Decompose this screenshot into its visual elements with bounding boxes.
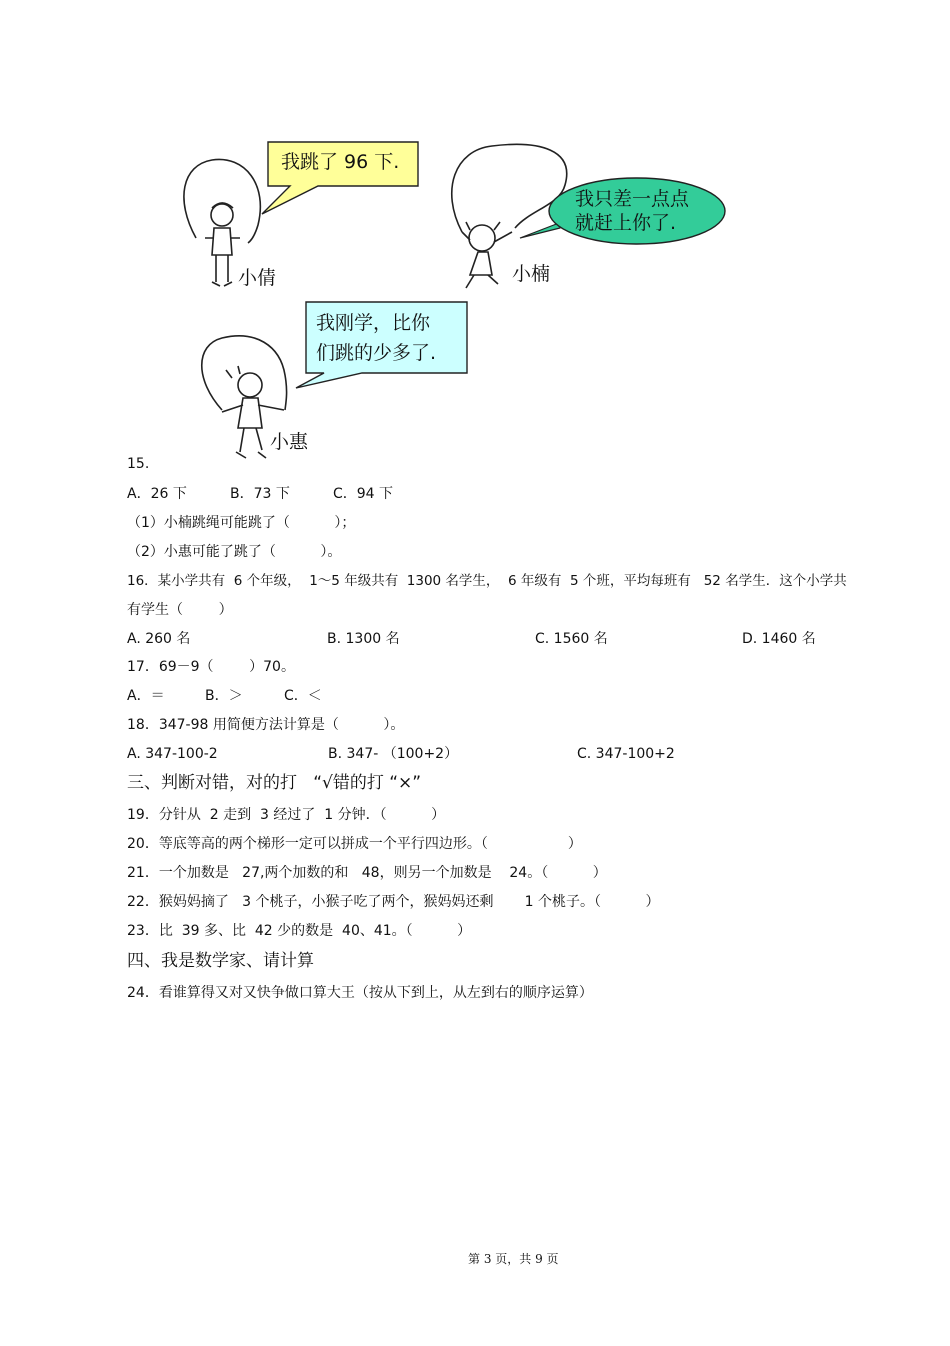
section3-title: 三、判断对错，对的打 “√错的打 “×” bbox=[127, 773, 422, 793]
bubble3-text-line2: 们跳的少多了. bbox=[316, 342, 437, 364]
bubble1-text: 我跳了 96 下. bbox=[281, 151, 400, 173]
q17-choice-c: C．＜ bbox=[284, 688, 322, 704]
name-xiaonan: 小楠 bbox=[512, 263, 551, 285]
q18-choice-a: A. 347-100-2 bbox=[127, 746, 218, 762]
q15-choice-b: B．73 下 bbox=[230, 486, 290, 502]
q16-line1: 16．某小学共有 6 个年级， 1～5 年级共有 1300 名学生， 6 年级有 5 个班，平均每班有 52 名学生．这个小学共 bbox=[127, 573, 847, 589]
q24-stem: 24．看谁算得又对又快争做口算大王（按从下到上，从左到右的顺序运算） bbox=[127, 985, 593, 1001]
bubble3-text-line1: 我刚学，比你 bbox=[316, 312, 431, 334]
judge-item-19: 19．分针从 2 走到 3 经过了 1 分钟．（ ） bbox=[127, 807, 446, 823]
bubble2-text-line1: 我只差一点点 bbox=[575, 188, 690, 210]
page-footer: 第 3 页，共 9 页 bbox=[468, 1252, 559, 1266]
q15-sub2: （2）小惠可能了跳了（ ）。 bbox=[127, 544, 342, 560]
q15-number: 15. bbox=[127, 456, 150, 472]
q15-choice-a: A．26 下 bbox=[127, 486, 187, 502]
q16-choice-d: D. 1460 名 bbox=[742, 631, 816, 647]
q16-choice-b: B. 1300 名 bbox=[327, 631, 400, 647]
name-xiaohui: 小惠 bbox=[270, 431, 309, 453]
q18-stem: 18．347-98 用简便方法计算是（ ）。 bbox=[127, 717, 405, 733]
q17-stem: 17．69－9（ ）70。 bbox=[127, 659, 295, 675]
q17-choice-b: B．＞ bbox=[205, 688, 243, 704]
q15-choice-c: C．94 下 bbox=[333, 486, 394, 502]
q16-line2: 有学生（ ） bbox=[127, 602, 233, 618]
jump-rope-illustration bbox=[160, 130, 760, 470]
judge-item-22: 22．猴妈妈摘了 3 个桃子，小猴子吃了两个，猴妈妈还剩 1 个桃子。（ ） bbox=[127, 894, 660, 910]
name-xiaoqian: 小倩 bbox=[238, 267, 277, 289]
q18-choice-c: C. 347-100+2 bbox=[577, 746, 675, 762]
q16-choice-a: A. 260 名 bbox=[127, 631, 191, 647]
q15-sub1: （1）小楠跳绳可能跳了（ ）； bbox=[127, 515, 356, 531]
judge-item-21: 21．一个加数是 27,两个加数的和 48，则另一个加数是 24。（ ） bbox=[127, 865, 607, 881]
q18-choice-b: B. 347- （100+2） bbox=[328, 746, 459, 762]
judge-item-23: 23．比 39 多、比 42 少的数是 40、41。（ ） bbox=[127, 923, 472, 939]
q16-choice-c: C. 1560 名 bbox=[535, 631, 608, 647]
bubble2-text-line2: 就赶上你了. bbox=[575, 212, 677, 234]
q17-choice-a: A．＝ bbox=[127, 688, 165, 704]
judge-item-20: 20．等底等高的两个梯形一定可以拼成一个平行四边形。（ ） bbox=[127, 836, 582, 852]
section4-title: 四、我是数学家、请计算 bbox=[127, 951, 314, 971]
